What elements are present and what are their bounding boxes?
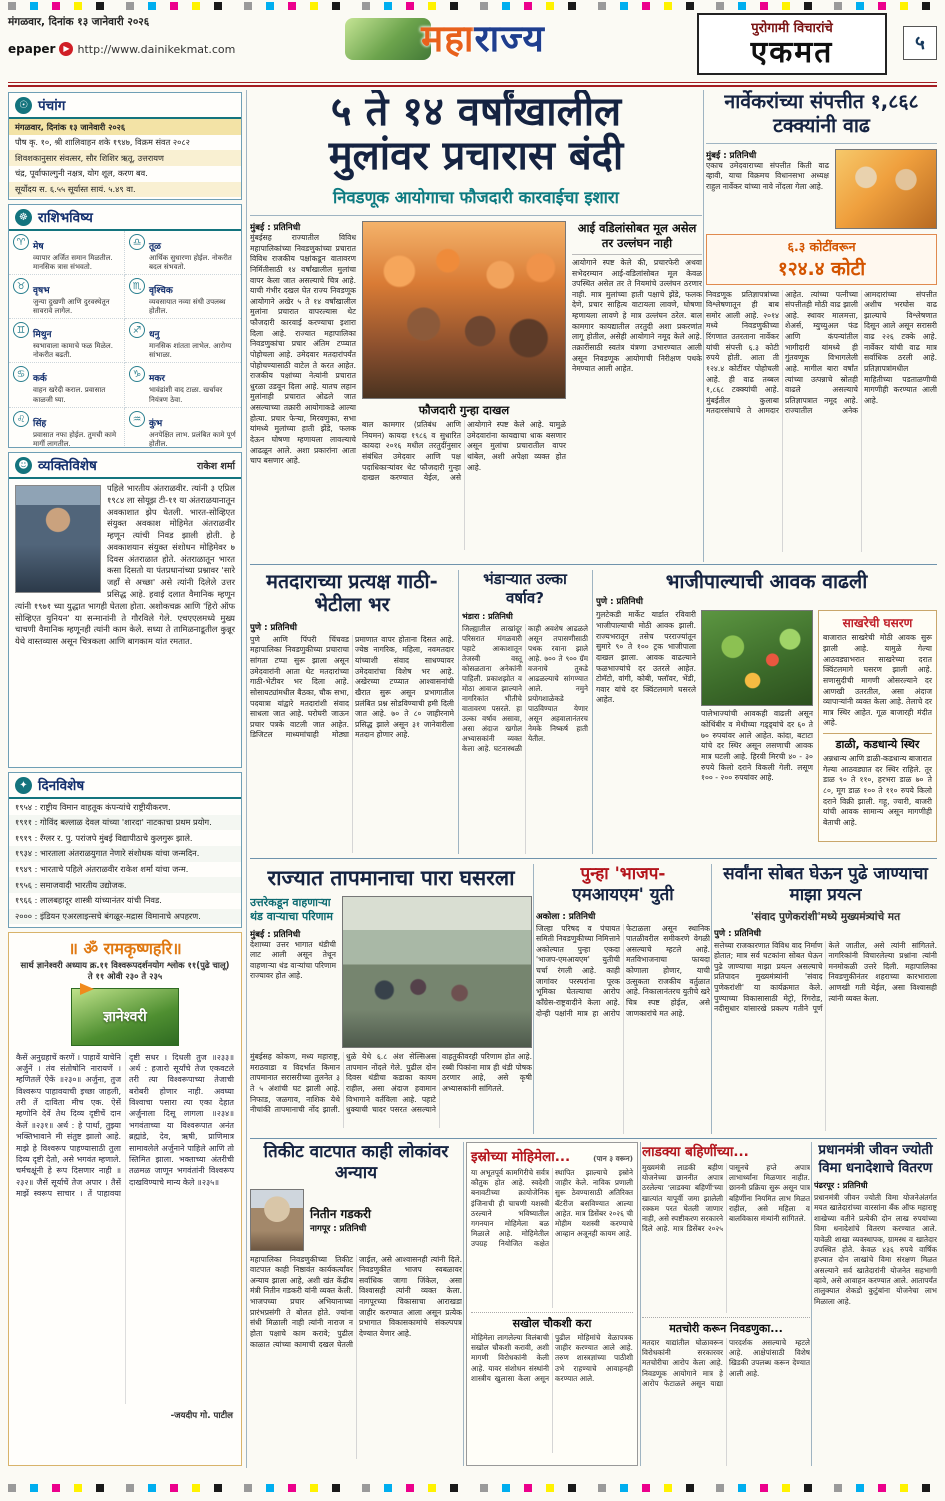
sarvanna-body: सत्तेच्या राजकारणात विविध वाद निर्माण होतात; मात्र सर्व घटकांना सोबत घेऊन पुढे जाण्याचा माझा प्रयत्न असल्याचे प्रतिपादन मुख्यमंत्र्यांनी 'संवाद पुणेकरांशी' या कार्यक्रमात केले. पुण्याच्या विकासासाठी मेट्रो, रिंगरोड, नदीसुधार यांसारखे प्रकल्प गतीने पूर्ण केले जातील, असे त्यांनी सांगितले. नागरिकांनी विचारलेल्या प्रश्नांना त्यांनी मनमोकळी उत्तरे दिली. महापालिका निवडणुकीनंतर शहराच्या कारभाराला आणखी गती येईल, असा विश्वासही त्यांनी व्यक्त केला. bbox=[714, 940, 937, 1014]
rashi-item bbox=[125, 319, 241, 363]
winter-street-photo bbox=[342, 896, 532, 1048]
panchang-row: शिवशकानुसार संवत्सर, सौर शिशिर ऋतू, उत्तरायण bbox=[9, 150, 241, 166]
panchang-row: सूर्योदय स. ६.५५ सूर्यास्त सायं. ५.४९ वा. bbox=[9, 182, 241, 198]
lead-headline-line1: ५ ते १४ वर्षांखालील bbox=[330, 90, 622, 135]
matdar-byline: पुणे : प्रतिनिधी bbox=[250, 622, 298, 633]
zodiac-sign: धनु bbox=[149, 330, 160, 341]
divider bbox=[250, 1138, 937, 1139]
zodiac-text: प्रवासात नफा होईल. तुमची कामे मार्गी लागतील. bbox=[33, 429, 117, 448]
zodiac-text: जुन्या दुखणी आणि दुरवस्थेतून सावरावे लागेल. bbox=[33, 297, 110, 316]
dinvishesh-title: दिनविशेष bbox=[38, 778, 85, 794]
narvekar-byline: मुंबई : प्रतिनिधी bbox=[706, 150, 757, 161]
dnyaneshwari-banner bbox=[71, 988, 179, 1046]
panchang-header bbox=[9, 93, 241, 119]
play-icon: ▶ bbox=[59, 42, 73, 56]
rashi-item bbox=[9, 408, 125, 448]
zodiac-icon: ♋ bbox=[13, 366, 29, 382]
zodiac-sign: मिथुन bbox=[33, 330, 52, 341]
print-registration-strip-bottom bbox=[8, 1484, 937, 1492]
rashi-item bbox=[9, 363, 125, 407]
wealth-to: १२४.४ कोटी bbox=[777, 257, 866, 280]
yuti-article bbox=[536, 864, 710, 1134]
ram-subtitle: सार्थ ज्ञानेश्वरी अध्याय क्र.११ विश्वरूपदर्शनयोग श्लोक ११(पुढे चालू) ते ११ ओवी २३० ते २३५ bbox=[20, 960, 230, 982]
zodiac-sign: तूळ bbox=[149, 242, 161, 252]
divider bbox=[811, 1142, 812, 1466]
zodiac-icon: ♈ bbox=[13, 234, 29, 250]
zodiac-icon: ♎ bbox=[129, 234, 145, 250]
bhaji-body1: गुलटेकडी मार्केट यार्डात रविवारी भाजीपाल्याची मोठी आवक झाली. राज्यभरातून तसेच परराज्यांतून सुमारे ९० ते १०० ट्रक भाजीपाला दाखल झाला. आवक वाढल्याने फळभाज्यांचे दर उतरले आहेत. टोमॅटो, वांगी, कोबी, फ्लॉवर, भेंडी, गवार यांचे दर क्विंटलमागे घसरले आहेत. bbox=[596, 610, 696, 705]
matdar-headline: मतदाराच्या प्रत्यक्ष गाठी-भेटीला भर bbox=[266, 570, 438, 617]
zodiac-sign: कर्क bbox=[33, 374, 47, 385]
isro-title: इस्रोच्या मोहिमेला... bbox=[471, 1149, 571, 1165]
panchang-box bbox=[8, 92, 242, 200]
wheel-icon: ☸ bbox=[15, 209, 32, 226]
dinvishesh-row: १९१९ : रँग्लर र. पु. परांजपे मुंबई विद्यापीठाचे कुलगुरू झाले. bbox=[15, 832, 193, 843]
zodiac-icon: ♏ bbox=[129, 278, 145, 294]
vima-byline: पंढरपूर : प्रतिनिधी bbox=[814, 1181, 868, 1191]
parents-exception-body: आयोगाने स्पष्ट केले की, प्रचारफेरी अथवा सभेदरम्यान आई-वडिलांसोबत मूल केवळ उपस्थित असेल तर ते नियमांचे उल्लंघन ठरणार नाही. मात्र मुलांच्या हाती पक्षाचे झेंडे, फलक देणे, प्रचार साहित्य वाटायला लावणे, घोषणा म्हणायला लावणे हे मात्र उल्लंघन ठरेल. बाल कामगार कायद्यातील तरतुदी अशा प्रकरणांत लागू होतील, असेही आयोगाने नमूद केले आहे. तक्रारींसाठी स्वतंत्र यंत्रणा उभारण्यात आली असून निवडणूक आयोगाची निरीक्षण पथके नेमण्यात आली आहेत. bbox=[572, 257, 702, 374]
rashi-header bbox=[9, 205, 241, 231]
tikit-byline: नागपूर : प्रतिनिधी bbox=[310, 1224, 367, 1234]
masthead-part1: महा bbox=[421, 17, 475, 60]
narvekar-top-row bbox=[706, 149, 937, 229]
tikit-headline: तिकीट वाटपात काही लोकांवर अन्याय bbox=[263, 1142, 449, 1184]
dal-title: डाळी, कडधान्ये स्थिर bbox=[823, 733, 932, 752]
lead-body: मुंबईसह राज्यातील विविध महापालिकांच्या निवडणुकांच्या प्रचारात विविध राजकीय पक्षांकडून वातावरण निर्मितीसाठी १४ वर्षांखालील मुलांचा वापर केला जात असल्याचे चित्र आहे. याची गंभीर दखल घेत राज्य निवडणूक आयोगाने अखेर ५ ते १४ वर्षांखालील मुलांना प्रचारात वापरल्यास थेट फौजदारी कारवाई करण्याचा इशारा दिला आहे. राज्यात महापालिका निवडणुकांचा प्रचार अंतिम टप्प्यात पोहोचला आहे. उमेदवार मतदारांपर्यंत पोहोचण्यासाठी वाटेल ते करत आहेत. राजकीय पक्षांच्या नेत्यांनी प्रचारात धुरळा उडवून दिला आहे. यातच लहान मुलांनाही प्रचारात ओढले जात असल्याच्या तक्रारी आयोगाकडे आल्या होत्या. प्रचार फेऱ्या, मिरवणुका, सभा यांमध्ये मुलांच्या हाती झेंडे, फलक देऊन घोषणा म्हणायला लावल्याचे आढळून आले. अशा प्रकारांना आता चाप बसणार आहे. bbox=[250, 233, 356, 466]
vima-headline: प्रधानमंत्री जीवन ज्योती विमा धनादेशाचे वितरण bbox=[818, 1142, 933, 1176]
narvekar-body: निवडणूक प्रतिज्ञापत्रांच्या विश्लेषणातून ही बाब समोर आली आहे. २०१४ मध्ये निवडणुकीच्या रिंगणात उतरताना नार्वेकर यांची संपत्ती ६.३ कोटी रुपये होती. आता ती १२४.४ कोटींवर पोहोचली आहे. ही वाढ तब्बल १,८६८ टक्क्यांची आहे. मुंबईतील कुलाबा मतदारसंघाचे ते आमदार आहेत. त्यांच्या पत्नीच्या संपत्तीतही मोठी वाढ झाली आहे. स्थावर मालमत्ता, शेअर्स, म्युच्युअल फंड आणि कंपन्यांतील भागीदारी यांमध्ये ही गुंतवणूक विभागलेली आहे. मागील बारा वर्षांत त्यांच्या उत्पन्नाचे स्रोतही वाढले असल्याचे प्रतिज्ञापत्रात नमूद आहे. राज्यातील अनेक आमदारांच्या संपत्तीत अशीच भरघोस वाढ झाल्याचे विश्लेषणात दिसून आले असून सरासरी वाढ २२६ टक्के आहे. नार्वेकर यांची वाढ मात्र सर्वाधिक ठरली आहे. प्रतिज्ञापत्रांमधील माहितीच्या पडताळणीची मागणीही करण्यात आली आहे. bbox=[706, 289, 937, 416]
dal-body: अन्नधान्य आणि डाळी-कडधान्य बाजारात गेल्या आठवड्यात दर स्थिर राहिले. तूर डाळ ९० ते ११०, हरभरा डाळ ७० ते ८०, मूग डाळ १०० ते ११० रुपये किलो दराने विक्री झाली. गहू, ज्वारी, बाजरी यांची आवक सामान्य असून मागणीही बेताची आहे. bbox=[823, 754, 932, 827]
lead-col2 bbox=[362, 221, 566, 557]
rashi-item bbox=[9, 231, 125, 275]
divider bbox=[592, 570, 593, 854]
panchang-row: पौष कृ. १०, श्री शालिवाहन शके १९४७, विक्रम संवत २०८२ bbox=[15, 137, 190, 148]
zodiac-sign: सिंह bbox=[33, 418, 47, 429]
rashi-item bbox=[9, 275, 125, 319]
divider bbox=[250, 564, 937, 565]
isro-body: या अभूतपूर्व कामगिरीचे सर्वत्र कौतुक होत आहे. स्वदेशी बनावटीच्या क्रायोजेनिक इंजिनाची ही चाचणी यशस्वी ठरल्याने भविष्यातील गगनयान मोहिमेला बळ मिळाले आहे. मोहिमेतील उपग्रह नियोजित कक्षेत स्थापित झाल्याचे इस्रोने जाहीर केले. नाविक प्रणाली सुरू ठेवण्यासाठी अतिरिक्त बॅटरीज बसविण्यात आल्या आहेत. मात्र डिसेंबर २०२६ ची मोहीम यशस्वी करण्याचे आव्हान अजूनही कायम आहे. bbox=[471, 1168, 633, 1249]
lead-article bbox=[250, 90, 702, 562]
rashi-grid bbox=[9, 231, 241, 448]
criminal-case-title: फौजदारी गुन्हा दाखल bbox=[418, 403, 510, 417]
sugar-box bbox=[818, 610, 937, 842]
vegetables-photo bbox=[701, 610, 813, 706]
zodiac-text: आर्थिक सुधारणा होईल. नोकरीत बदल संभवतो. bbox=[149, 253, 232, 272]
divider bbox=[250, 858, 937, 859]
tapman-leadin: देशाच्या उत्तर भागात थंडीची लाट आली असून तेथून वाहणाऱ्या थंड वाऱ्यांचा परिणाम राज्यावर होत आहे. bbox=[250, 939, 336, 981]
rashi-item bbox=[125, 408, 241, 448]
lead-col3 bbox=[572, 221, 702, 557]
lead-headline-line2: मुलांवर प्रचारास बंदी bbox=[328, 133, 624, 179]
star-icon: ✦ bbox=[15, 777, 32, 794]
narvekar-intro: एकाच उमेदवाराच्या संपत्तीत किती वाढ व्हावी, याचा विक्रमच विधानसभा अध्यक्ष राहुल नार्वेकर यांच्या नावे नोंदला गेला आहे. bbox=[706, 160, 829, 191]
divider bbox=[458, 570, 459, 854]
dinvishesh-rows bbox=[9, 799, 241, 924]
panchang-title: पंचांग bbox=[38, 98, 66, 114]
bhaji-grid bbox=[596, 610, 937, 842]
zodiac-icon: ♊ bbox=[13, 322, 29, 338]
zodiac-sign: वृषभ bbox=[33, 286, 50, 297]
ulka-headline: भंडाऱ्यात उल्का वर्षाव? bbox=[483, 570, 567, 607]
divider bbox=[706, 143, 937, 144]
zodiac-text: व्यापार अर्जित समान मिळतील. मानसिक त्रास संभवतो. bbox=[33, 253, 113, 272]
page-header bbox=[8, 12, 937, 78]
dnyaneshwari-banner-text: ज्ञानेश्वरी bbox=[103, 1009, 147, 1026]
dinvishesh-row: १९६६ : लालबहादूर शास्त्री यांच्यानंतर यांची निवड. bbox=[15, 895, 162, 906]
narvekar-headline: नार्वेकरांच्या संपत्तीत १,८६८ टक्क्यांनी वाढ bbox=[724, 90, 919, 137]
epaper-link[interactable] bbox=[8, 42, 235, 56]
tikit-speaker-row bbox=[250, 1189, 462, 1251]
zodiac-icon: ♌ bbox=[13, 411, 29, 427]
page-number: ५ bbox=[903, 26, 937, 60]
masthead bbox=[333, 14, 633, 66]
saffron-flag-icon bbox=[80, 983, 94, 995]
tapman-byline: मुंबई : प्रतिनिधी bbox=[250, 929, 301, 940]
ladkya-article bbox=[642, 1142, 810, 1466]
divider bbox=[533, 864, 534, 1134]
rashi-item bbox=[125, 363, 241, 407]
vyakti-header bbox=[9, 453, 241, 479]
matdar-body: पुणे आणि पिंपरी चिंचवड महापालिका निवडणुकीच्या प्रचाराचा सांगता टप्पा सुरू झाला असून उमेदवारांनी आता थेट मतदारांच्या गाठी-भेटीवर भर दिला आहे. सोसायट्यांमधील बैठका, चौक सभा, पदयात्रा यांद्वारे मतदारांशी संवाद साधला जात आहे. घरोघरी जाऊन प्रचार पत्रके वाटली जात आहेत. डिजिटल माध्यमांचाही मोठ्या प्रमाणात वापर होताना दिसत आहे. ज्येष्ठ नागरिक, महिला, नवमतदार यांच्याशी संवाद साधण्यावर उमेदवारांचा विशेष भर आहे. अखेरच्या टप्प्यात आश्वासनांची खैरात सुरू असून प्रभागातील प्रलंबित प्रश्न सोडविण्याची हमी दिली जात आहे. ७० ते ८० जाहीरनामे प्रसिद्ध झाले असून ३१ जानेवारीला मतदान होणार आहे. bbox=[250, 634, 454, 740]
parents-exception-title: आई वडिलांसोबत मूल असेल तर उल्लंघन नाही bbox=[572, 221, 702, 255]
isro-sub-body: मोहिमेला लागलेल्या विलंबाची सखोल चौकशी करावी, अशी मागणी विरोधकांनी केली आहे. यावर संशोधन संस्थांनी शास्त्रीय खुलासा केला असून पुढील मोहिमांचे वेळापत्रक जाहीर करण्यात आले आहे. तरुण शास्त्रज्ञांच्या पाठीशी उभे राहण्याचे आवाहनही करण्यात आले. bbox=[471, 1333, 633, 1383]
vima-article bbox=[814, 1142, 937, 1466]
person-icon: ☻ bbox=[15, 457, 32, 474]
tapman-body: मुंबईसह कोकण, मध्य महाराष्ट्र, मराठवाडा व विदर्भात किमान तापमानात सरासरीच्या तुलनेत ३ ते ५ अंशांची घट झाली आहे. निफाड, जळगाव, नाशिक येथे नीचांकी तापमानाची नोंद झाली. धुळे येथे ६.८ अंश सेल्सिअस तापमान नोंदले गेले. पुढील दोन दिवस थंडीचा कडाका कायम राहील, असा अंदाज हवामान विभागाने वर्तविला आहे. पहाटे धुक्याची चादर पसरत असल्याने वाहतुकीवरही परिणाम होत आहे. रब्बी पिकांना मात्र ही थंडी पोषक ठरणार आहे, असे कृषी अभ्यासकांनी सांगितले. bbox=[250, 1052, 532, 1115]
zodiac-icon: ♑ bbox=[129, 366, 145, 382]
ramkrishnahari-box bbox=[8, 932, 242, 1466]
divider bbox=[703, 90, 704, 562]
gadkari-photo bbox=[250, 1189, 304, 1251]
isro-continued-label: (पान ३ वरून) bbox=[593, 1154, 633, 1163]
tapman-row bbox=[250, 896, 532, 1048]
ladkya-subhead: मतचोरी करून निवडणुका... bbox=[642, 1317, 810, 1336]
tikit-article bbox=[250, 1142, 462, 1466]
zodiac-icon: ♒ bbox=[129, 411, 145, 427]
vyakti-body-wrap bbox=[9, 479, 241, 652]
bhaji-body2: पालेभाज्यांची आवकही वाढली असून कोथिंबीर व मेथीच्या गड्ड्यांचे दर ६० ते ७० रुपयांवर आले आहेत. कांदा, बटाटा यांचे दर स्थिर असून लसणाची आवक मात्र घटली आहे. हिरवी मिरची ४० - ३० रुपये किलो दराने विकली गेली. लसूण १०० - २०० रुपयांवर आहे. bbox=[701, 709, 813, 783]
isro-article bbox=[466, 1142, 638, 1466]
dinvishesh-row: १९५६ : समाजवादी भारतीय उद्योजक. bbox=[9, 877, 241, 893]
dinvishesh-row: २००० : इंडियन एअरलाइन्सचे बंगळूर-मद्रास विमानाचे अपहरण. bbox=[9, 909, 241, 925]
masthead-part2: राज्य bbox=[474, 17, 545, 60]
sarvanna-headline: सर्वांना सोबत घेऊन पुढे जाण्याचा माझा प्रयत्न bbox=[723, 864, 928, 906]
speaker-name: नितीन गडकरी bbox=[310, 1207, 371, 1221]
ram-signature: -जयदीप गो. पाटील bbox=[170, 1410, 233, 1421]
yuti-headline-line1: पुन्हा 'भाजप- bbox=[580, 864, 666, 884]
dinvishesh-row: १९११ : गोविंद बल्लाळ देवल यांच्या 'शारदा' नाटकाचा प्रथम प्रयोग. bbox=[9, 815, 241, 831]
divider bbox=[640, 1142, 641, 1466]
vyakti-name: राकेश शर्मा bbox=[196, 460, 235, 472]
zodiac-sign: कुंभ bbox=[149, 418, 163, 429]
wealth-from: ६.३ कोटींवरून bbox=[787, 238, 856, 254]
ladkya-title: लाडक्या बहिणींच्या... bbox=[642, 1144, 749, 1160]
rashi-item bbox=[125, 231, 241, 275]
divider bbox=[463, 1142, 464, 1466]
rashi-title: राशिभविष्य bbox=[38, 210, 93, 226]
brand-tagline: पुरोगामी विचारांचे bbox=[751, 21, 833, 36]
ulka-byline: भंडारा : प्रतिनिधी bbox=[462, 611, 513, 621]
divider bbox=[711, 864, 712, 1134]
rashi-item bbox=[9, 319, 125, 363]
lead-content bbox=[250, 221, 702, 557]
lead-col1 bbox=[250, 221, 356, 557]
header-rule bbox=[8, 82, 937, 87]
narvekar-photo bbox=[835, 149, 937, 229]
sarvanna-byline: पुणे : प्रतिनिधी bbox=[714, 928, 762, 939]
ladkya-sub-body: मतदार याद्यांतील घोळावरून विरोधकांनी सरकारवर मतचोरीचा आरोप केला आहे. निवडणूक आयोगाने मात्र हे आरोप फेटाळले असून याद्या पारदर्शक असल्याचे म्हटले आहे. आक्षेपांसाठी विशेष खिडकी उपलब्ध करून देण्यात आली आहे. bbox=[642, 1338, 810, 1388]
rashi-box bbox=[8, 204, 242, 448]
sarvanna-article bbox=[714, 864, 937, 1134]
astronaut-photo bbox=[15, 485, 101, 593]
ladkya-body: मुख्यमंत्री लाडकी बहीण योजनेच्या छाननीत अपात्र ठरलेल्या 'लाडक्या बहिणीं'च्या खात्यांत यापूर्वी जमा झालेली रक्कम परत घेतली जाणार नाही, असे स्पष्टीकरण सरकारने दिले आहे. मात्र डिसेंबर २०२५ पासूनचे हप्ते अपात्र लाभार्थ्यांना मिळणार नाहीत. छाननी प्रक्रिया सुरू असून पात्र बहिणींना नियमित लाभ मिळत राहील, असे महिला व बालविकास मंत्र्यांनी सांगितले. bbox=[642, 1163, 810, 1234]
bhaji-byline: पुणे : प्रतिनिधी bbox=[596, 597, 644, 608]
criminal-case-body: बाल कामगार (प्रतिबंध आणि नियमन) कायदा १९८६ व सुधारित कायदा २०१६ मधील तरतुदींनुसार संबंधित उमेदवार आणि पक्ष पदाधिकाऱ्यांवर थेट फौजदारी गुन्हा दाखल करण्यात येईल, असे आयोगाने स्पष्ट केले आहे. यामुळे उमेदवारांना कायद्याचा धाक बसणार असून मुलांचा प्रचारातील वापर थांबेल, अशी अपेक्षा व्यक्त होत आहे. bbox=[362, 420, 566, 483]
dinvishesh-row: १९३४ : भारताला अंतराळयुगात नेणारे संशोधक यांचा जन्मदिन. bbox=[9, 846, 241, 862]
brand-box bbox=[697, 13, 887, 75]
print-registration-strip-top bbox=[8, 2, 937, 10]
wealth-highlight-box bbox=[706, 234, 937, 285]
divider bbox=[250, 215, 702, 216]
zodiac-icon: ♐ bbox=[129, 322, 145, 338]
vyakti-title: व्यक्तिविशेष bbox=[38, 458, 97, 474]
zodiac-text: अनपेक्षित लाभ. प्रलंबित कामे पूर्ण होतील. bbox=[149, 429, 236, 448]
ulka-body: जिल्ह्यातील लाखांदूर परिसरात मंगळवारी पहाटे आकाशातून तेजस्वी वस्तू कोसळताना अनेकांनी पाहिली. प्रकाशझोत व मोठा आवाज झाल्याने नागरिकांत भीतीचे वातावरण पसरले. हा उल्का वर्षाव असावा, असा अंदाज खगोल अभ्यासकांनी व्यक्त केला आहे. घटनास्थळी काही अवशेष आढळले असून तपासणीसाठी पथक रवाना झाले आहे. ७०० ते ९०० ग्रॅम वजनाचे तुकडे आढळल्याचे सांगण्यात आले. नमुने प्रयोगशाळेकडे पाठविण्यात येणार असून अहवालानंतरच नेमके निष्कर्ष हाती येतील. bbox=[462, 623, 588, 754]
lead-byline: मुंबई : प्रतिनिधी bbox=[250, 223, 301, 233]
sun-icon: ☉ bbox=[15, 97, 32, 114]
lead-subhead: निवडणूक आयोगाचा फौजदारी कारवाईचा इशारा bbox=[333, 188, 619, 207]
panchang-rows bbox=[9, 119, 241, 200]
isro-box bbox=[466, 1142, 638, 1466]
bhaji-headline: भाजीपाल्याची आवक वाढली bbox=[665, 570, 868, 593]
zodiac-sign: वृश्चिक bbox=[149, 286, 173, 297]
zodiac-icon: ♉ bbox=[13, 278, 29, 294]
tikit-speaker-col bbox=[310, 1205, 371, 1234]
bhaji-article bbox=[596, 570, 937, 854]
ulka-article bbox=[462, 570, 588, 854]
tapman-deck-col bbox=[250, 896, 336, 1048]
zodiac-sign: मकर bbox=[149, 374, 165, 385]
ram-title: ॥ ॐ रामकृष्णहरि॥ bbox=[68, 939, 182, 958]
divider bbox=[246, 90, 247, 1468]
masthead-title bbox=[333, 14, 633, 64]
children-campaign-photo bbox=[362, 221, 566, 399]
narvekar-article bbox=[706, 90, 937, 562]
narvekar-intro-col bbox=[706, 149, 829, 229]
zodiac-text: स्वभावाला कामाचे फळ मिळेल. नोकरीत बढती. bbox=[33, 341, 113, 360]
zodiac-text: व्यवसायात नव्या संधी उपलब्ध होतील. bbox=[149, 297, 226, 316]
tapman-headline: राज्यात तापमानाचा पारा घसरला bbox=[267, 866, 515, 890]
vyakti-box bbox=[8, 452, 242, 768]
zodiac-text: वाहन खरेदी कराल. प्रवासात काळजी घ्या. bbox=[33, 385, 106, 404]
ram-body: कैसें अनुग्रहाचें करणें । पाहावें याचेनि अर्जुनें । तंव संतोषोनि नारायणें । म्हणितलें ऐकें ॥२३०॥ अर्जुना, तुज विश्वरूप पाहावयाची इच्छा जाहली, तरी तें दाविता मीच एक. ऐसें म्हणोनि देवें तेथ दिव्य दृष्टीचें दान केलें ॥२३१॥ अर्थ : हे पार्था, तुझ्या भक्तिभावाने मी संतुष्ट झालो आहे. माझे हे विश्वरूप पाहण्यासाठी तुला दिव्य दृष्टी देतो, असे भगवंत म्हणाले. चर्मचक्षूंनी हे रूप दिसणार नाही ॥२३२॥ जैसें सूर्याचें तेज अपार । तैसें माझें स्वरूप साचार । तें पाहावया दृष्टी सधर । दिधली तुज ॥२३३॥ अर्थ : हजारो सूर्यांचे तेज एकवटले तरी त्या विश्वरूपाच्या तेजाची बरोबरी होणार नाही. अवघ्या विश्वाचा पसारा त्या एका देहात अर्जुनाला दिसू लागला ॥२३४॥ भगवंताच्या या विश्वरूपात अनंत ब्रह्मांडे, देव, ऋषी, प्राणिमात्र सामावलेले अर्जुनाने पाहिले आणि तो स्तिमित झाला. भक्ताच्या अंतरीची तळमळ जाणून भगवंतांनी विश्वरूप दाखविण्याचे मान्य केले ॥२३५॥ bbox=[16, 1052, 234, 1198]
sarvanna-deck: 'संवाद पुणेकरांशी'मध्ये मुख्यमंत्र्यांचे मत bbox=[750, 910, 901, 923]
tikit-body: महापालिका निवडणुकीच्या तिकीट वाटपात काही निष्ठावंत कार्यकर्त्यांवर अन्याय झाला आहे, अशी खंत केंद्रीय मंत्री नितीन गडकरी यांनी व्यक्त केली. भाजपच्या प्रचार अभियानाच्या प्रारंभप्रसंगी ते बोलत होते. ज्यांना संधी मिळाली नाही त्यांनी नाराज न होता पक्षाचे काम करावे; पुढील काळात त्यांच्या कामाची दखल घेतली जाईल, असे आश्वासनही त्यांनी दिले. निवडणुकीत भाजप स्वबळावर सर्वाधिक जागा जिंकेल, असा विश्वासही त्यांनी व्यक्त केला. नागपूरच्या विकासाचा आराखडा जाहीर करण्यात आला असून प्रत्येक प्रभागात विकासकामांचे संकल्पपत्र देण्यात येणार आहे. bbox=[250, 1254, 462, 1349]
tapman-article bbox=[250, 864, 532, 1134]
rashi-item bbox=[125, 275, 241, 319]
bhaji-mid-col bbox=[701, 610, 813, 842]
zodiac-text: मानसिक शांतता लाभेल. आरोग्य सांभाळा. bbox=[149, 341, 232, 360]
panchang-row: चंद्र, पूर्वाफाल्गुनी नक्षत्र, योग शूल, करण बव. bbox=[15, 168, 148, 179]
isro-subhead: सखोल चौकशी करा bbox=[471, 1312, 633, 1331]
brand-name: एकमत bbox=[750, 35, 834, 70]
panchang-row bbox=[9, 197, 241, 200]
yuti-headline-line2: एमआयएम' युती bbox=[572, 885, 674, 906]
yuti-body: जिल्हा परिषद व पंचायत समिती निवडणुकीच्या निमित्ताने अकोल्यात पुन्हा एकदा 'भाजप-एमआयएम' युतीची चर्चा रंगली आहे. काही जागांवर परस्परांना पूरक भूमिका घेतल्याचा आरोप काँग्रेस-राष्ट्रवादीने केला आहे. दोन्ही पक्षांनी मात्र हा आरोप फेटाळला असून स्थानिक पातळीवरील समीकरणे वेगळी असल्याचे म्हटले आहे. मतविभाजनाचा फायदा कोणाला होणार, याची उत्सुकता राजकीय वर्तुळात आहे. निकालानंतरच युतीचे खरे चित्र स्पष्ट होईल, असे जाणकारांचे मत आहे. bbox=[536, 923, 710, 1018]
sugar-body: बाजारात साखरेची मोठी आवक सुरू झाली आहे. यामुळे गेल्या आठवड्याभरात साखरेच्या दरात क्विंटलमागे घसरण झाली आहे. सणासुदीची मागणी ओसरल्याने दर आणखी उतरतील, असा अंदाज व्यापाऱ्यांनी व्यक्त केला आहे. तेलाचे दर मात्र स्थिर आहेत. गूळ बाजारही मंदीत आहे. bbox=[823, 633, 932, 728]
dinvishesh-box bbox=[8, 772, 242, 928]
zodiac-text: भावंडांशी वाद टाळा. खर्चावर नियंत्रण ठेवा. bbox=[149, 385, 223, 404]
epaper-url[interactable]: http://www.dainikekmat.com bbox=[77, 42, 236, 56]
panchang-row: मंगळवार, दिनांक १३ जानेवारी २०२६ bbox=[9, 119, 241, 135]
dinvishesh-header bbox=[9, 773, 241, 799]
sugar-title: साखरेची घसरण bbox=[842, 616, 913, 631]
vyakti-body: पहिले भारतीय अंतराळवीर. त्यांनी ३ एप्रिल १९८४ ला सोयूझ टी-११ या अंतराळयानातून अवकाशात झेप घेतली. भारत-सोव्हिएत संयुक्त अवकाश मोहिमेत अंतराळवीर म्हणून त्यांची निवड झाली होती. हे अवकाशयान संयुक्त संशोधन मोहिमेवर ७ दिवस अंतराळात होते. अंतराळातून भारत कसा दिसतो या पंतप्रधानांच्या प्रश्नावर 'सारे जहाँ से अच्छा' असे त्यांनी दिलेले उत्तर प्रसिद्ध आहे. हवाई दलात वैमानिक म्हणून त्यांनी १९७१ च्या युद्धात भागही घेतला होता. अशोकचक्र आणि 'हिरो ऑफ सोव्हिएत युनियन' या सन्मानांनी ते गौरविले गेले. एचएएलमध्ये मुख्य चाचणी वैमानिक म्हणूनही त्यांनी काम केले. सध्या ते तामिळनाडूतील कुन्नूर येथे वास्तव्यास असून चित्रकला आणि बागकाम यांत रमतात. bbox=[15, 483, 235, 647]
date-line: मंगळवार, दिनांक १३ जानेवारी २०२६ bbox=[8, 16, 150, 28]
dinvishesh-row: १९४९ : भारताचे पहिले अंतराळवीर राकेश शर्मा यांचा जन्म. bbox=[15, 864, 189, 875]
epaper-label: epaper bbox=[8, 42, 56, 56]
matdar-article bbox=[250, 570, 454, 854]
vima-body: प्रधानमंत्री जीवन ज्योती विमा योजनेअंतर्गत मयत खातेदारांच्या वारसांना बँक ऑफ महाराष्ट्र शाखेच्या वतीने प्रत्येकी दोन लाख रुपयांच्या विमा धनादेशांचे वितरण करण्यात आले. यावेळी शाखा व्यवस्थापक, ग्रामस्थ व खातेदार उपस्थित होते. केवळ ४३६ रुपये वार्षिक हप्त्यात दोन लाखांचे विमा संरक्षण मिळत असल्याने सर्व खातेदारांनी योजनेत सहभागी व्हावे, असे आवाहन करण्यात आले. आतापर्यंत तालुक्यात शेकडो कुटुंबांना योजनेचा लाभ मिळाला आहे. bbox=[814, 1193, 937, 1306]
zodiac-sign: मेष bbox=[33, 242, 44, 252]
yuti-byline: अकोला : प्रतिनिधी bbox=[536, 911, 596, 922]
dinvishesh-row: १९५४ : राष्ट्रीय विमान वाहतूक कंपन्यांचे राष्ट्रीयीकरण. bbox=[15, 801, 171, 812]
tapman-deck: उत्तरेकडून वाहणाऱ्या थंड वाऱ्याचा परिणाम bbox=[250, 896, 333, 924]
